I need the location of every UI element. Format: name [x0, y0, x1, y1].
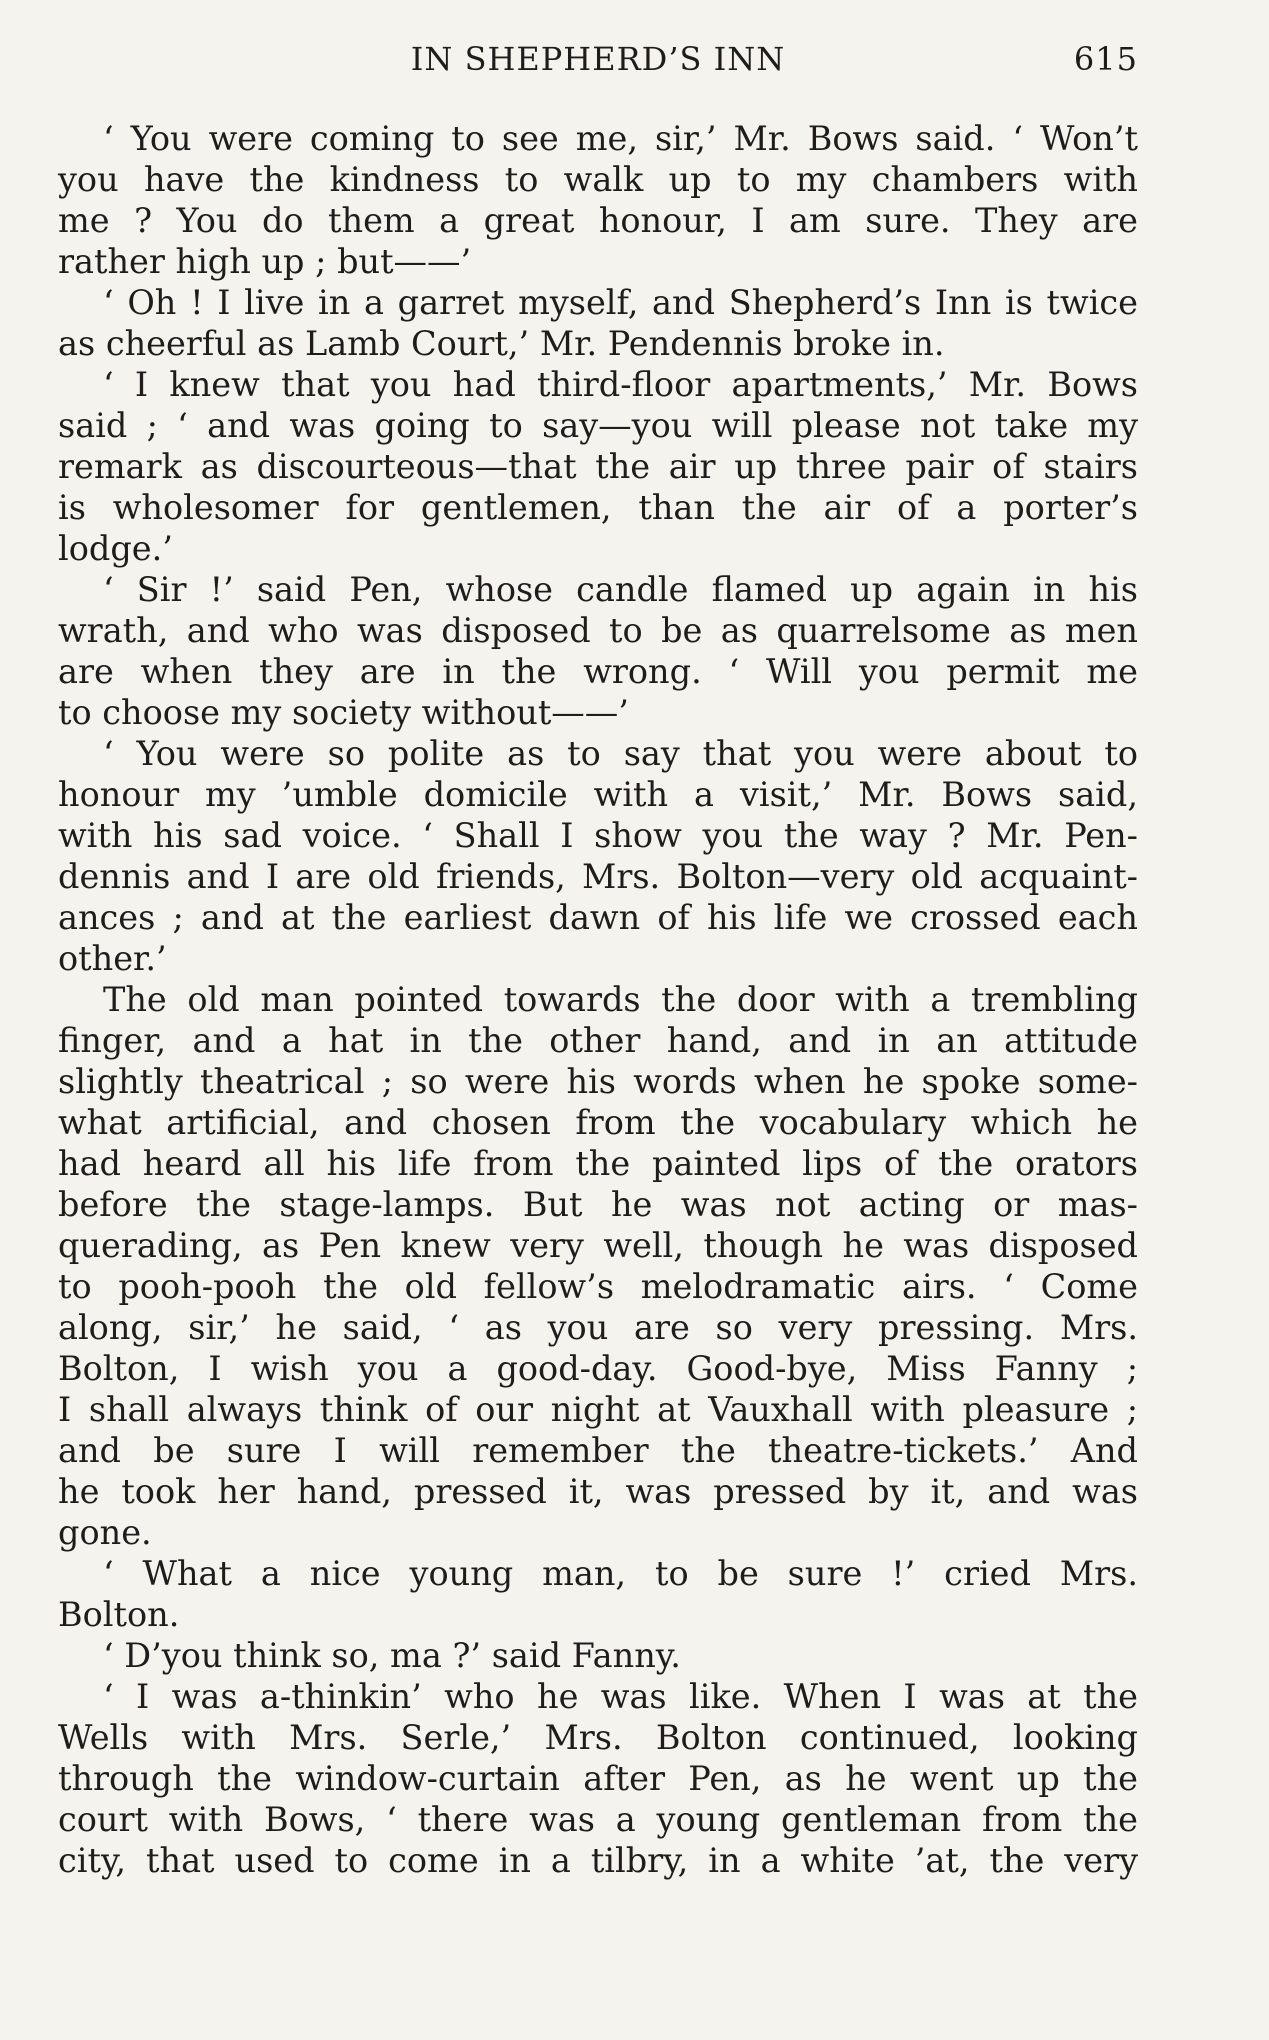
text-line: The old man pointed towards the door with a trembling: [103, 980, 1138, 1019]
text-line: through the window-curtain after Pen, as he went up the: [58, 1759, 1138, 1798]
text-line: are when they are in the wrong. ‘ Will you permit me: [58, 652, 1138, 691]
text-line: ‘ Sir !’ said Pen, whose candle flamed up again in his: [103, 570, 1138, 609]
text-line: as cheerful as Lamb Court,’ Mr. Pendennis broke in.: [58, 324, 945, 363]
text-line: with his sad voice. ‘ Shall I show you the way ? Mr. Pen-: [58, 816, 1138, 855]
text-line: to choose my society without——’: [58, 693, 629, 732]
text-line: gone.: [58, 1513, 152, 1552]
text-line: dennis and I are old friends, Mrs. Bolton—very old acquaint-: [58, 857, 1138, 896]
text-line: ‘ Oh ! I live in a garret myself, and Shepherd’s Inn is twice: [103, 283, 1138, 322]
running-title: IN SHEPHERD’S INN: [410, 40, 786, 78]
text-line: wrath, and who was disposed to be as quarrelsome as men: [58, 611, 1138, 650]
text-line: lodge.’: [58, 529, 173, 568]
text-line: ‘ What a nice young man, to be sure !’ cried Mrs.: [103, 1554, 1138, 1593]
running-head: [58, 40, 1138, 88]
text-line: querading, as Pen knew very well, though he was disposed: [58, 1226, 1138, 1265]
text-line: had heard all his life from the painted lips of the orators: [58, 1144, 1138, 1183]
text-line: you have the kindness to walk up to my chambers with: [58, 160, 1138, 199]
text-line: city, that used to come in a tilbry, in a white ’at, the very: [58, 1841, 1138, 1880]
text-line: remark as discourteous—that the air up three pair of stairs: [58, 447, 1138, 486]
text-line: ‘ You were so polite as to say that you were about to: [103, 734, 1138, 773]
text-line: Bolton.: [58, 1595, 180, 1634]
text-line: along, sir,’ he said, ‘ as you are so very pressing. Mrs.: [58, 1308, 1138, 1347]
text-line: honour my ’umble domicile with a visit,’ Mr. Bows said,: [58, 775, 1138, 814]
page-number: 615: [1073, 40, 1138, 78]
text-line: and be sure I will remember the theatre-tickets.’ And: [58, 1431, 1138, 1470]
text-line: he took her hand, pressed it, was pressed by it, and was: [58, 1472, 1138, 1511]
text-line: what artificial, and chosen from the vocabulary which he: [58, 1103, 1138, 1142]
text-line: rather high up ; but——’: [58, 242, 472, 281]
text-line: Wells with Mrs. Serle,’ Mrs. Bolton continued, looking: [58, 1718, 1138, 1757]
text-line: me ? You do them a great honour, I am sure. They are: [58, 201, 1138, 240]
body-text: [58, 118, 1138, 1881]
text-line: I shall always think of our night at Vauxhall with pleasure ;: [58, 1390, 1138, 1429]
text-line: ‘ D’you think so, ma ?’ said Fanny.: [103, 1636, 681, 1675]
text-line: ‘ You were coming to see me, sir,’ Mr. Bows said. ‘ Won’t: [103, 119, 1138, 158]
text-line: ‘ I knew that you had third-floor apartments,’ Mr. Bows: [103, 365, 1138, 404]
text-line: other.’: [58, 939, 167, 978]
text-line: ances ; and at the earliest dawn of his life we crossed each: [58, 898, 1138, 937]
text-line: said ; ‘ and was going to say—you will please not take my: [58, 406, 1138, 445]
text-line: slightly theatrical ; so were his words when he spoke some-: [58, 1062, 1138, 1101]
text-line: is wholesomer for gentlemen, than the air of a porter’s: [58, 488, 1138, 527]
text-line: court with Bows, ‘ there was a young gentleman from the: [58, 1800, 1138, 1839]
text-line: ‘ I was a-thinkin’ who he was like. When I was at the: [103, 1677, 1138, 1716]
text-line: finger, and a hat in the other hand, and in an attitude: [58, 1021, 1138, 1060]
text-line: Bolton, I wish you a good-day. Good-bye, Miss Fanny ;: [58, 1349, 1138, 1388]
text-line: to pooh-pooh the old fellow’s melodramatic airs. ‘ Come: [58, 1267, 1138, 1306]
text-line: before the stage-lamps. But he was not acting or mas-: [58, 1185, 1138, 1224]
